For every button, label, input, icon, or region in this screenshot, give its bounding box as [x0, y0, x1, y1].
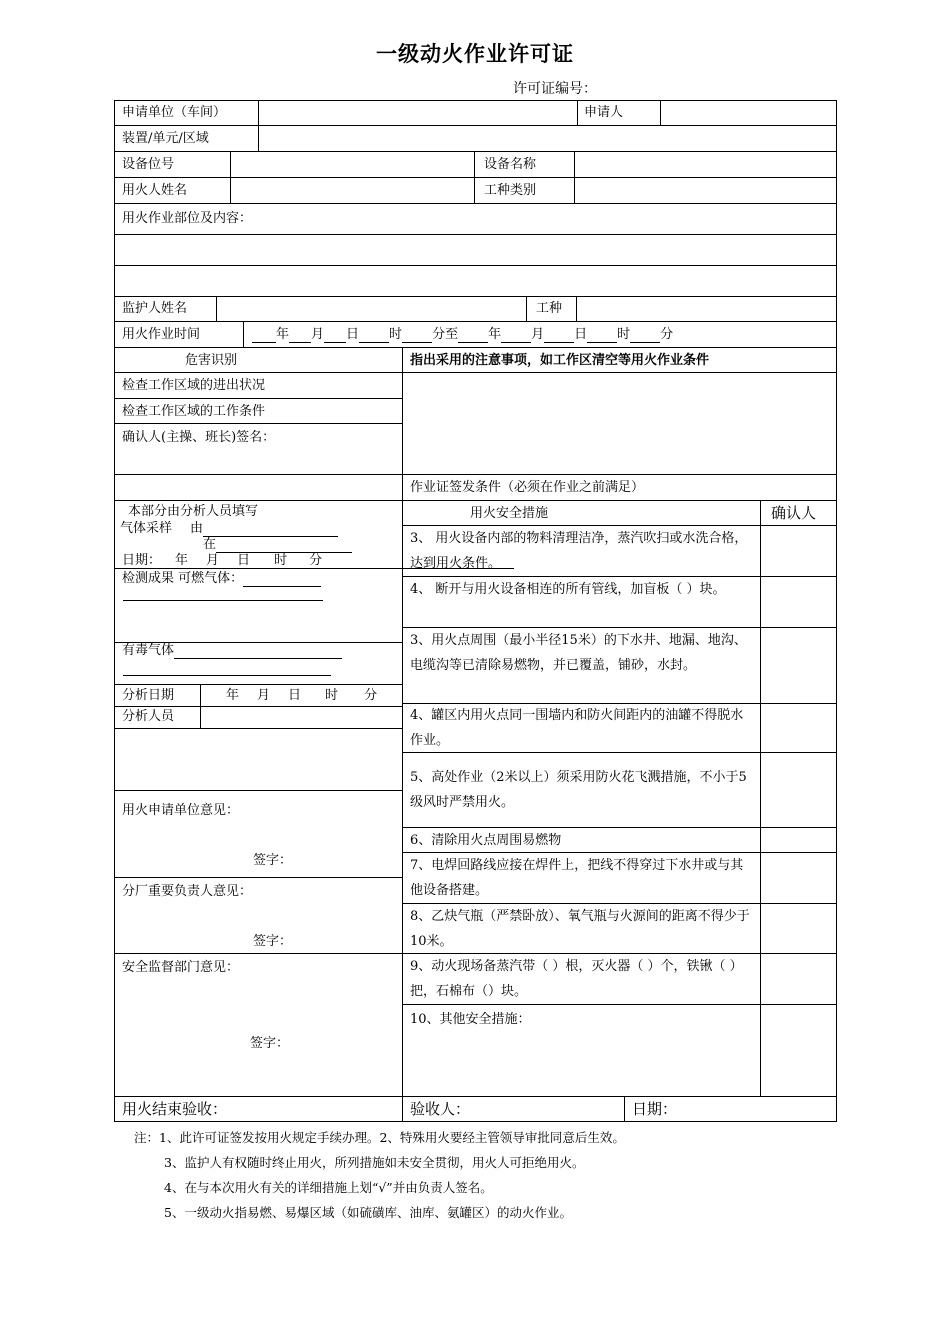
analysis-date-units: 年 月 日 时 分 [226, 688, 378, 703]
measure-item: 6、清除用火点周围易燃物 [410, 833, 562, 848]
branch-leader-opinion: 分厂重要负责人意见： [122, 884, 253, 899]
precautions-header: 指出采用的注意事项，如工作区清空等用火作业条件 [410, 353, 710, 368]
measure-item: 8、乙炔气瓶（严禁卧放）、氧气瓶与火源间的距离不得少于10米。 [410, 909, 750, 949]
analysis-section-title: 本部分由分析人员填写 [128, 504, 259, 519]
gas-sampling-row: 气体采样 由 [120, 521, 338, 537]
device-area-label: 装置/单元/区域 [122, 131, 209, 146]
measure-item: 5、高处作业（2米以上）须采用防火花飞溅措施，不小于5级风时严禁用火。 [410, 770, 747, 810]
check-access-label: 检查工作区域的进出状况 [122, 378, 266, 393]
guardian-name-label: 监护人姓名 [122, 301, 188, 316]
equipment-no-label: 设备位号 [122, 157, 175, 172]
measure-item: 7、电焊回路线应接在焊件上，把线不得穿过下水井或与其他设备搭建。 [410, 858, 744, 898]
confirm-header: 确认人 [771, 504, 817, 522]
safety-dept-sign: 签字： [250, 1036, 290, 1051]
measure-item: 4、 断开与用火设备相连的所有管线，加盲板（ ）块。 [410, 582, 726, 597]
applicant-label: 申请人 [584, 105, 624, 120]
confirmer-sign-label: 确认人(主操、班长)签名： [122, 430, 276, 445]
job-type-label: 工种类别 [484, 183, 537, 198]
measure-item: 10、其他安全措施： [410, 1012, 531, 1027]
permit-number-label: 许可证编号： [513, 81, 597, 97]
fire-user-name-label: 用火人姓名 [122, 183, 188, 198]
page-title: 一级动火作业许可证 [376, 41, 574, 66]
measure-item: 3、用火点周围（最小半径15米）的下水井、地漏、地沟、电缆沟等已清除易燃物，并已覆盖，铺砂，水封。 [410, 633, 747, 673]
issue-conditions-label: 作业证签发条件（必须在作业之前满足） [410, 480, 645, 495]
measure-item: 4、罐区内用火点同一围墙内和防火间距内的油罐不得脱水作业。 [410, 708, 744, 748]
note-1: 注：1、此许可证签发按用火规定手续办理。2、特殊用火要经主管领导审批同意后生效。 [134, 1130, 625, 1145]
work-location-label: 用火作业部位及内容： [122, 211, 253, 226]
equipment-name-label: 设备名称 [484, 157, 537, 172]
analyst-label: 分析人员 [122, 709, 175, 724]
measures-header: 用火安全措施 [470, 506, 549, 521]
hazard-identify-header: 危害识别 [185, 353, 238, 368]
acceptance-label: 用火结束验收： [122, 1100, 228, 1118]
note-3: 4、在与本次用火有关的详细措施上划“√”并由负责人签名。 [164, 1180, 493, 1195]
applicant-unit-opinion: 用火申请单位意见： [122, 803, 240, 818]
test-result-row: 检测成果 可燃气体： [122, 571, 321, 587]
note-2: 3、监护人有权随时终止用火，所列措施如未安全贯彻，用火人可拒绝用火。 [164, 1155, 585, 1170]
safety-dept-opinion: 安全监督部门意见： [122, 960, 240, 975]
applicant-unit-label: 申请单位（车间） [122, 105, 227, 120]
date-label: 日期： [632, 1100, 678, 1118]
check-conditions-label: 检查工作区域的工作条件 [122, 404, 266, 419]
acceptor-label: 验收人： [410, 1100, 471, 1118]
work-time-label: 用火作业时间 [122, 327, 201, 342]
work-time-fields: 年 月 日 时 分至 年 月 日 时 分 [252, 327, 673, 343]
applicant-unit-sign: 签字： [253, 853, 293, 868]
measure-item: 3、 用火设备内部的物料清理洁净，蒸汽吹扫或水洗合格，达到用火条件。 [410, 531, 748, 571]
note-4: 5、一级动火指易燃、易爆区域（如硫磺库、油库、氨罐区）的动火作业。 [164, 1205, 572, 1220]
measure-item: 9、动火现场备蒸汽带（ ）根，灭火器（ ）个，铁锹（ ）把，石棉布（）块。 [410, 959, 743, 999]
analysis-date-label: 分析日期 [122, 688, 175, 703]
sampling-date-row: 日期： 年 月 日 时 分 [122, 553, 332, 569]
guardian-job-label: 工种 [536, 301, 563, 316]
gas-sampling-at-row: 在 [203, 537, 352, 553]
branch-leader-sign: 签字： [253, 934, 293, 949]
toxic-gas-row: 有毒气体 [122, 643, 342, 659]
